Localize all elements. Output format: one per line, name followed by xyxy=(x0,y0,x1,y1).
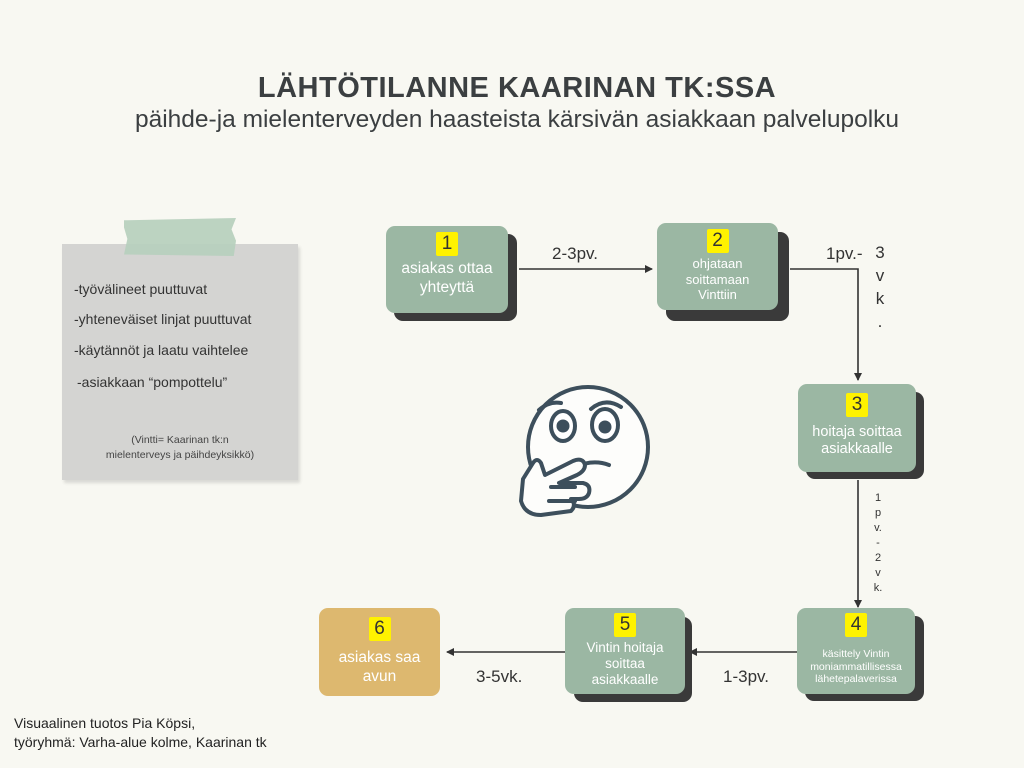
step-1-box xyxy=(386,226,508,313)
duration-label-vertical: 3 v k . xyxy=(875,243,885,331)
note-item: -työvälineet puuttuvat xyxy=(74,281,208,297)
duration-label-vertical: 1 p v. - 2 v k. xyxy=(873,492,883,594)
step-label: asiakas ottaa yhteyttä xyxy=(401,260,493,296)
credit-line: Visuaalinen tuotos Pia Köpsi, xyxy=(14,715,196,731)
page-subtitle: päihde-ja mielenterveyden haasteista kärsivän asiakkaan palvelupolku xyxy=(134,106,900,133)
duration-label: 1pv.- xyxy=(826,244,863,263)
step-2-box xyxy=(657,223,778,310)
note-footnote-line: mielenterveys ja päihdeyksikkö) xyxy=(105,449,255,461)
step-label: Vintin hoitaja soittaa asiakkaalle xyxy=(586,640,664,688)
credit xyxy=(14,714,267,752)
thinking-face-icon xyxy=(515,383,655,523)
step-5-box xyxy=(565,608,685,694)
step-6-box xyxy=(319,608,440,696)
step-number: 3 xyxy=(846,393,868,417)
step-3-box xyxy=(798,384,916,472)
page-title: LÄHTÖTILANNE KAARINAN TK:SSA xyxy=(257,72,777,104)
step-label: hoitaja soittaa asiakkaalle xyxy=(812,424,902,458)
arrow-2-3 xyxy=(790,269,858,380)
credit-line: työryhmä: Varha-alue kolme, Kaarinan tk xyxy=(14,734,267,750)
step-number: 2 xyxy=(707,229,729,253)
step-number: 5 xyxy=(614,613,636,637)
duration-label: 1-3pv. xyxy=(723,667,769,686)
duration-label: 3-5vk. xyxy=(476,667,523,686)
note-item: -yhteneväiset linjat puuttuvat xyxy=(74,311,252,327)
step-label: ohjataan soittamaan Vinttiin xyxy=(685,256,750,303)
step-number: 6 xyxy=(369,617,391,641)
step-4-box xyxy=(797,608,915,694)
note-footnote-line: (Vintti= Kaarinan tk:n xyxy=(131,434,229,446)
note-item: -asiakkaan “pompottelu” xyxy=(77,374,228,390)
step-label: käsittely Vintin moniammatillisessa lähetepalaverissa xyxy=(810,648,902,686)
duration-label: 2-3pv. xyxy=(552,244,598,263)
note-item: -käytännöt ja laatu vaihtelee xyxy=(74,342,249,358)
step-number: 4 xyxy=(845,613,867,637)
step-number: 1 xyxy=(436,232,458,256)
step-label: asiakas saa avun xyxy=(338,649,421,685)
